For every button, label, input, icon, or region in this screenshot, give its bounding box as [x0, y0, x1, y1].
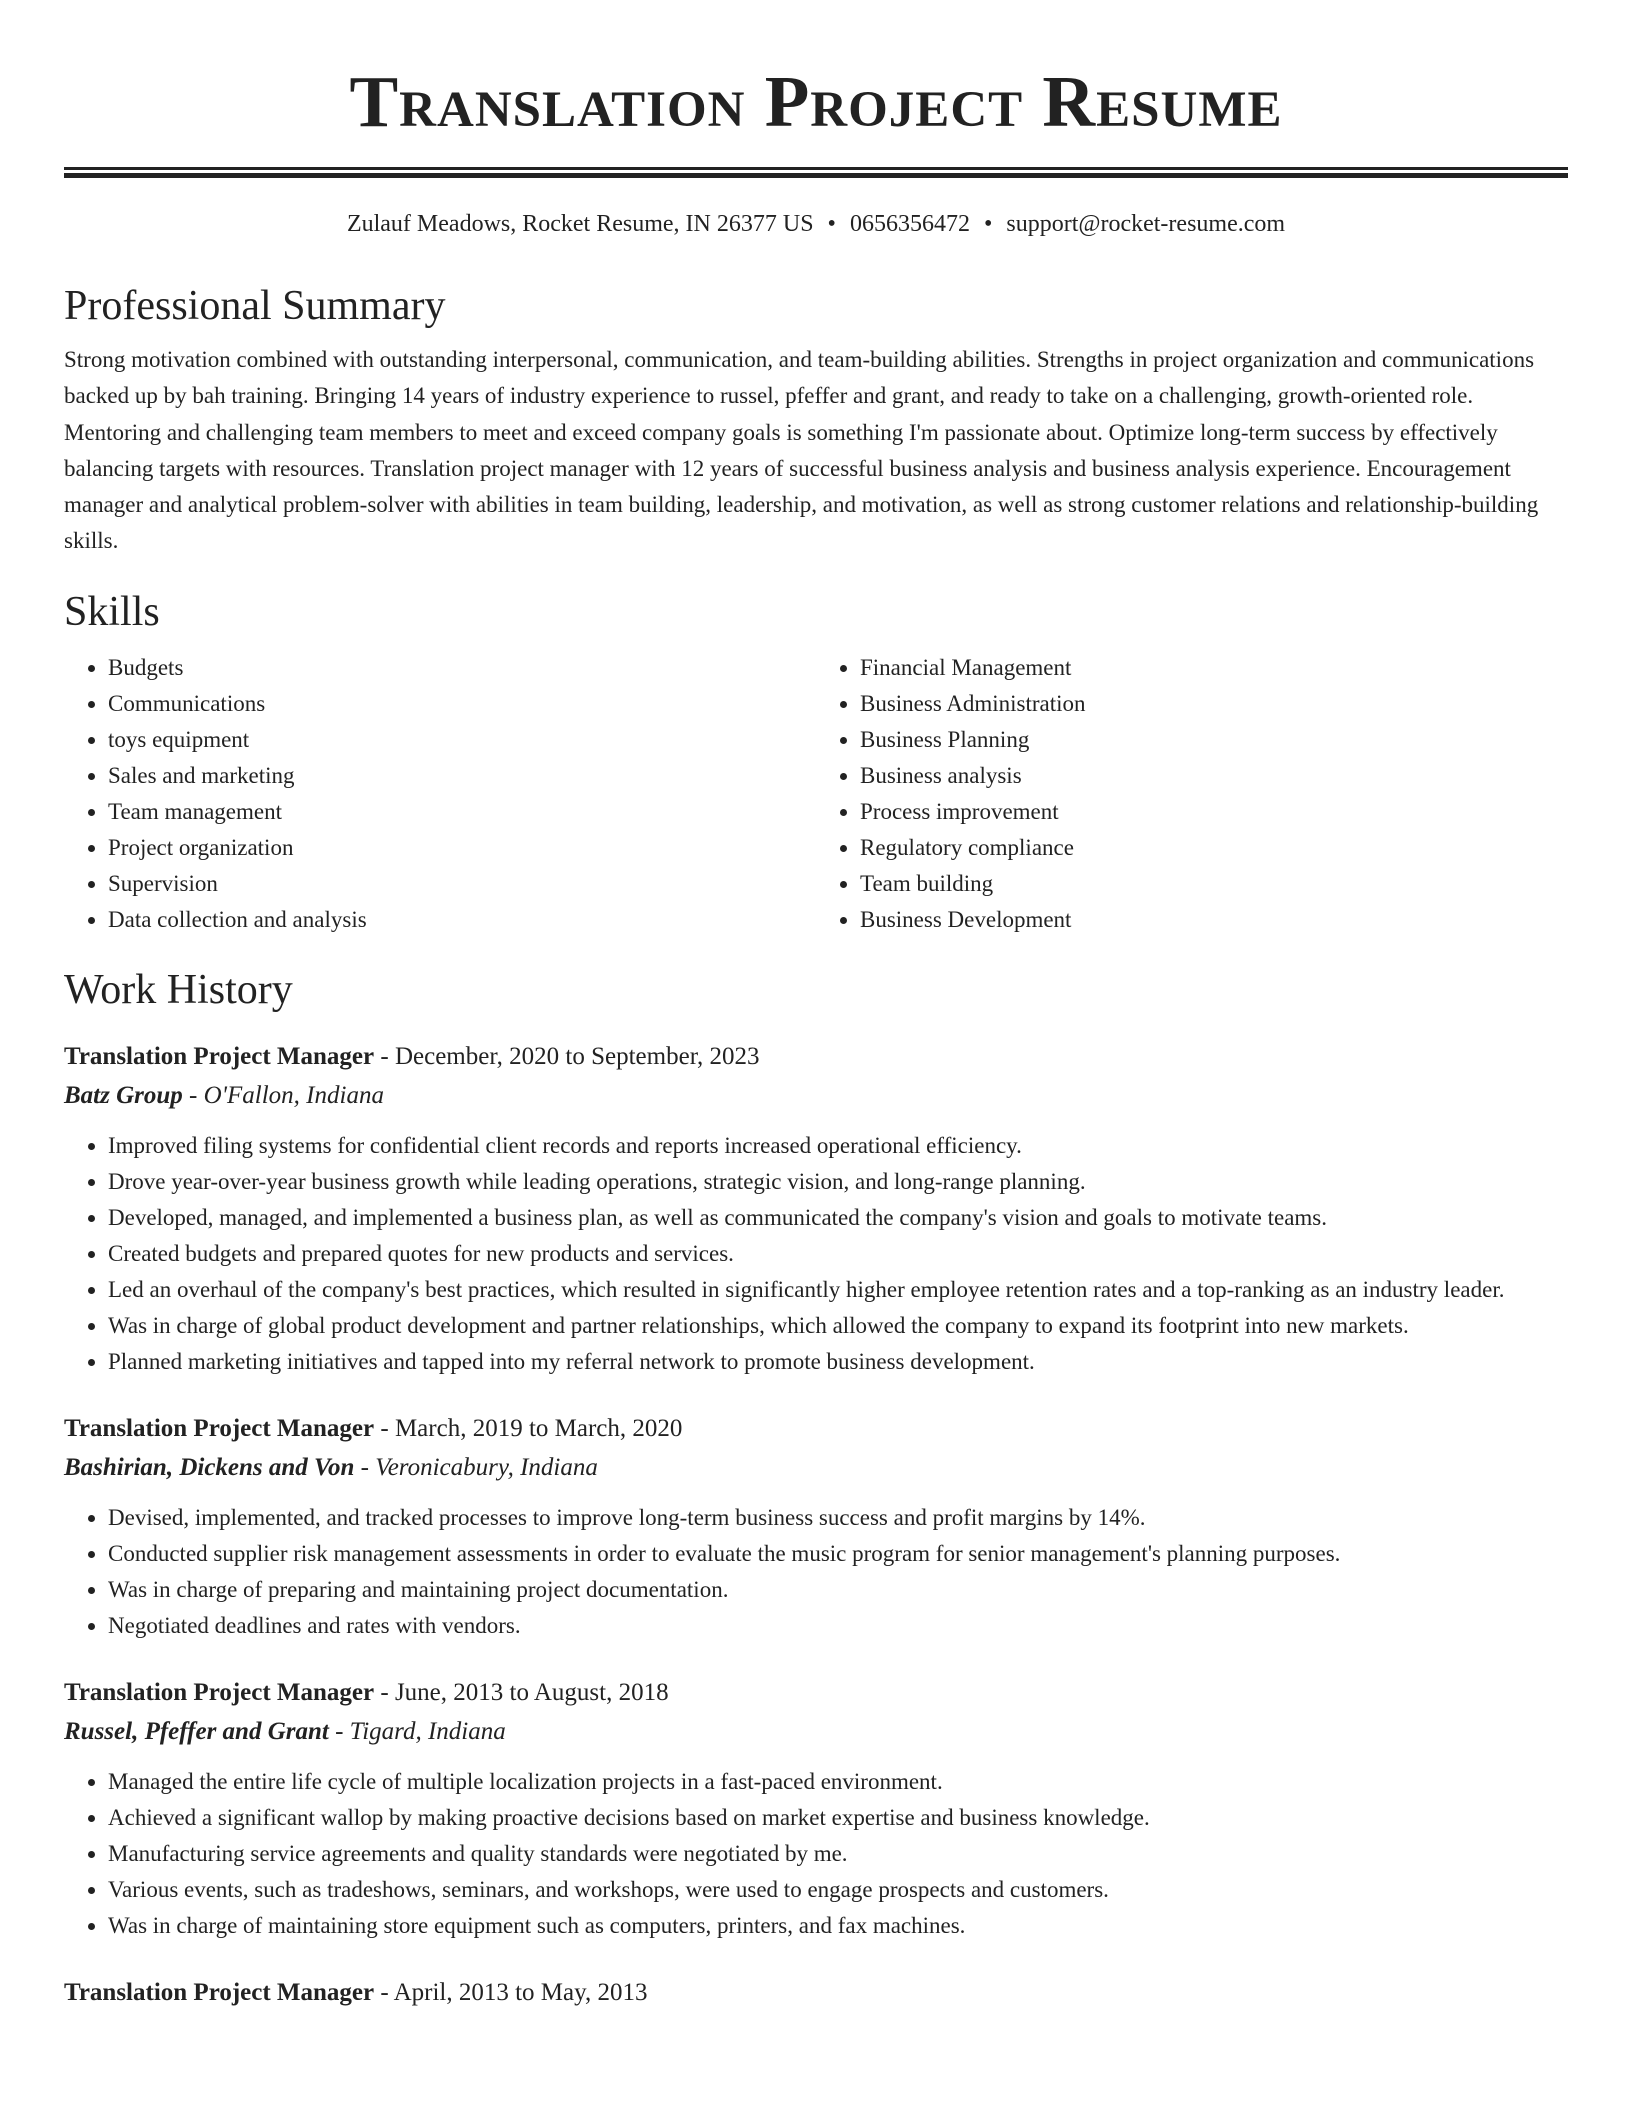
skills-list-left: [64, 650, 816, 938]
skill-item: • Business Planning: [860, 722, 1568, 758]
job-bullet: • Various events, such as tradeshows, seminars, and workshops, were used to engage prospects and customers.: [108, 1872, 1568, 1908]
job-title-line: [64, 1974, 1568, 2012]
job-entry: [64, 1674, 1568, 1944]
skill-item: • Business analysis: [860, 758, 1568, 794]
summary-text: Strong motivation combined with outstanding interpersonal, communication, and team-building abilities. Strengths in project organization and communications backed up by bah training. Bringing 14 years of industry experience to russel, pfeffer and grant, and ready to take on a challenging, growth-oriented role. Mentoring and challenging team members to meet and exceed company goals is something I'm passionate about. Optimize long-term success by effectively balancing targets with resources. Translation project manager with 12 years of successful business analysis and business analysis experience. Encouragement manager and analytical problem-solver with abilities in team building, leadership, and motivation, as well as strong customer relations and relationship-building skills.: [64, 347, 1539, 554]
job-title: Translation Project Manager: [64, 1978, 375, 2006]
job-dates: - June, 2013 to August, 2018: [374, 1678, 669, 1706]
job-bullets: [64, 1764, 1568, 1944]
job-title-line: [64, 1038, 1568, 1076]
contact-separator: •: [983, 211, 993, 237]
job-title-line: [64, 1410, 1568, 1448]
job-bullets: [64, 1128, 1568, 1380]
company-location: - Tigard, Indiana: [328, 1717, 506, 1745]
skill-item: • Project organization: [108, 830, 816, 866]
skill-item: • Data collection and analysis: [108, 902, 816, 938]
summary-heading: Professional Summary: [64, 283, 446, 329]
job-bullet: • Conducted supplier risk management assessments in order to evaluate the music program for senior management's planning purposes.: [108, 1536, 1568, 1572]
job-title: Translation Project Manager: [64, 1678, 375, 1706]
skill-item: • Business Development: [860, 902, 1568, 938]
work-history-heading: Work History: [64, 966, 293, 1013]
job-bullet: • Improved filing systems for confidential client records and reports increased operational efficiency.: [108, 1128, 1568, 1164]
job-bullet: • Drove year-over-year business growth while leading operations, strategic vision, and long-range planning.: [108, 1164, 1568, 1200]
company-name: Batz Group: [64, 1081, 183, 1109]
contact-separator: •: [827, 211, 836, 237]
skills-columns: [64, 650, 1568, 938]
title-divider: [64, 167, 1568, 178]
skill-item: • Process improvement: [860, 794, 1568, 830]
job-company-line: [64, 1712, 1568, 1752]
skill-item: • Business Administration: [860, 686, 1568, 722]
job-entry: [64, 1410, 1568, 1644]
job-dates: - April, 2013 to May, 2013: [374, 1978, 648, 2006]
job-dates: - December, 2020 to September, 2023: [374, 1042, 760, 1070]
job-bullet: • Was in charge of maintaining store equipment such as computers, printers, and fax machines.: [108, 1908, 1568, 1944]
contact-line: [64, 206, 1568, 242]
job-bullet: • Created budgets and prepared quotes for new products and services.: [108, 1236, 1568, 1272]
skill-item: • Team building: [860, 866, 1568, 902]
job-bullet: • Was in charge of global product development and partner relationships, which allowed the company to expand its footprint into new markets.: [108, 1308, 1568, 1344]
job-title-line: [64, 1674, 1568, 1712]
skill-item: • Sales and marketing: [108, 758, 816, 794]
job-bullet: • Managed the entire life cycle of multiple localization projects in a fast-paced environment.: [108, 1764, 1568, 1800]
job-bullet: • Achieved a significant wallop by making proactive decisions based on market expertise and business knowledge.: [108, 1800, 1568, 1836]
skill-item: • Team management: [108, 794, 816, 830]
job-bullets: [64, 1500, 1568, 1644]
job-company-line: [64, 1076, 1568, 1116]
resume-title: Translation Project Resume: [349, 61, 1283, 142]
skill-item: • Regulatory compliance: [860, 830, 1568, 866]
job-bullet: • Led an overhaul of the company's best practices, which resulted in significantly higher employee retention rates and a top-ranking as an industry leader.: [108, 1272, 1568, 1308]
skill-item: • Supervision: [108, 866, 816, 902]
job-bullet: • Manufacturing service agreements and quality standards were negotiated by me.: [108, 1836, 1568, 1872]
company-name: Russel, Pfeffer and Grant: [64, 1717, 329, 1745]
contact-email[interactable]: support@rocket-resume.com: [1006, 211, 1286, 237]
company-name: Bashirian, Dickens and Von: [64, 1453, 355, 1481]
job-bullet: • Planned marketing initiatives and tapped into my referral network to promote business development.: [108, 1344, 1568, 1380]
job-title: Translation Project Manager: [64, 1414, 375, 1442]
job-dates: - March, 2019 to March, 2020: [374, 1414, 683, 1442]
skill-item: • Communications: [108, 686, 816, 722]
job-bullet: • Devised, implemented, and tracked processes to improve long-term business success and profit margins by 14%.: [108, 1500, 1568, 1536]
skill-item: • Budgets: [108, 650, 816, 686]
contact-address: Zulauf Meadows, Rocket Resume, IN 26377 US: [346, 211, 814, 237]
company-location: - Veronicabury, Indiana: [354, 1453, 598, 1481]
job-company-line: [64, 1448, 1568, 1488]
job-bullet: • Negotiated deadlines and rates with vendors.: [108, 1608, 1568, 1644]
job-bullet: • Was in charge of preparing and maintaining project documentation.: [108, 1572, 1568, 1608]
skill-item: • toys equipment: [108, 722, 816, 758]
job-entry: [64, 1974, 1568, 2012]
skills-list-right: [816, 650, 1568, 938]
skills-heading: Skills: [64, 588, 160, 635]
contact-phone: 0656356472: [849, 211, 970, 237]
job-entry: [64, 1038, 1568, 1380]
skill-item: • Financial Management: [860, 650, 1568, 686]
job-title: Translation Project Manager: [64, 1042, 375, 1070]
job-bullet: • Developed, managed, and implemented a business plan, as well as communicated the company's vision and goals to motivate teams.: [108, 1200, 1568, 1236]
company-location: - O'Fallon, Indiana: [182, 1081, 384, 1109]
